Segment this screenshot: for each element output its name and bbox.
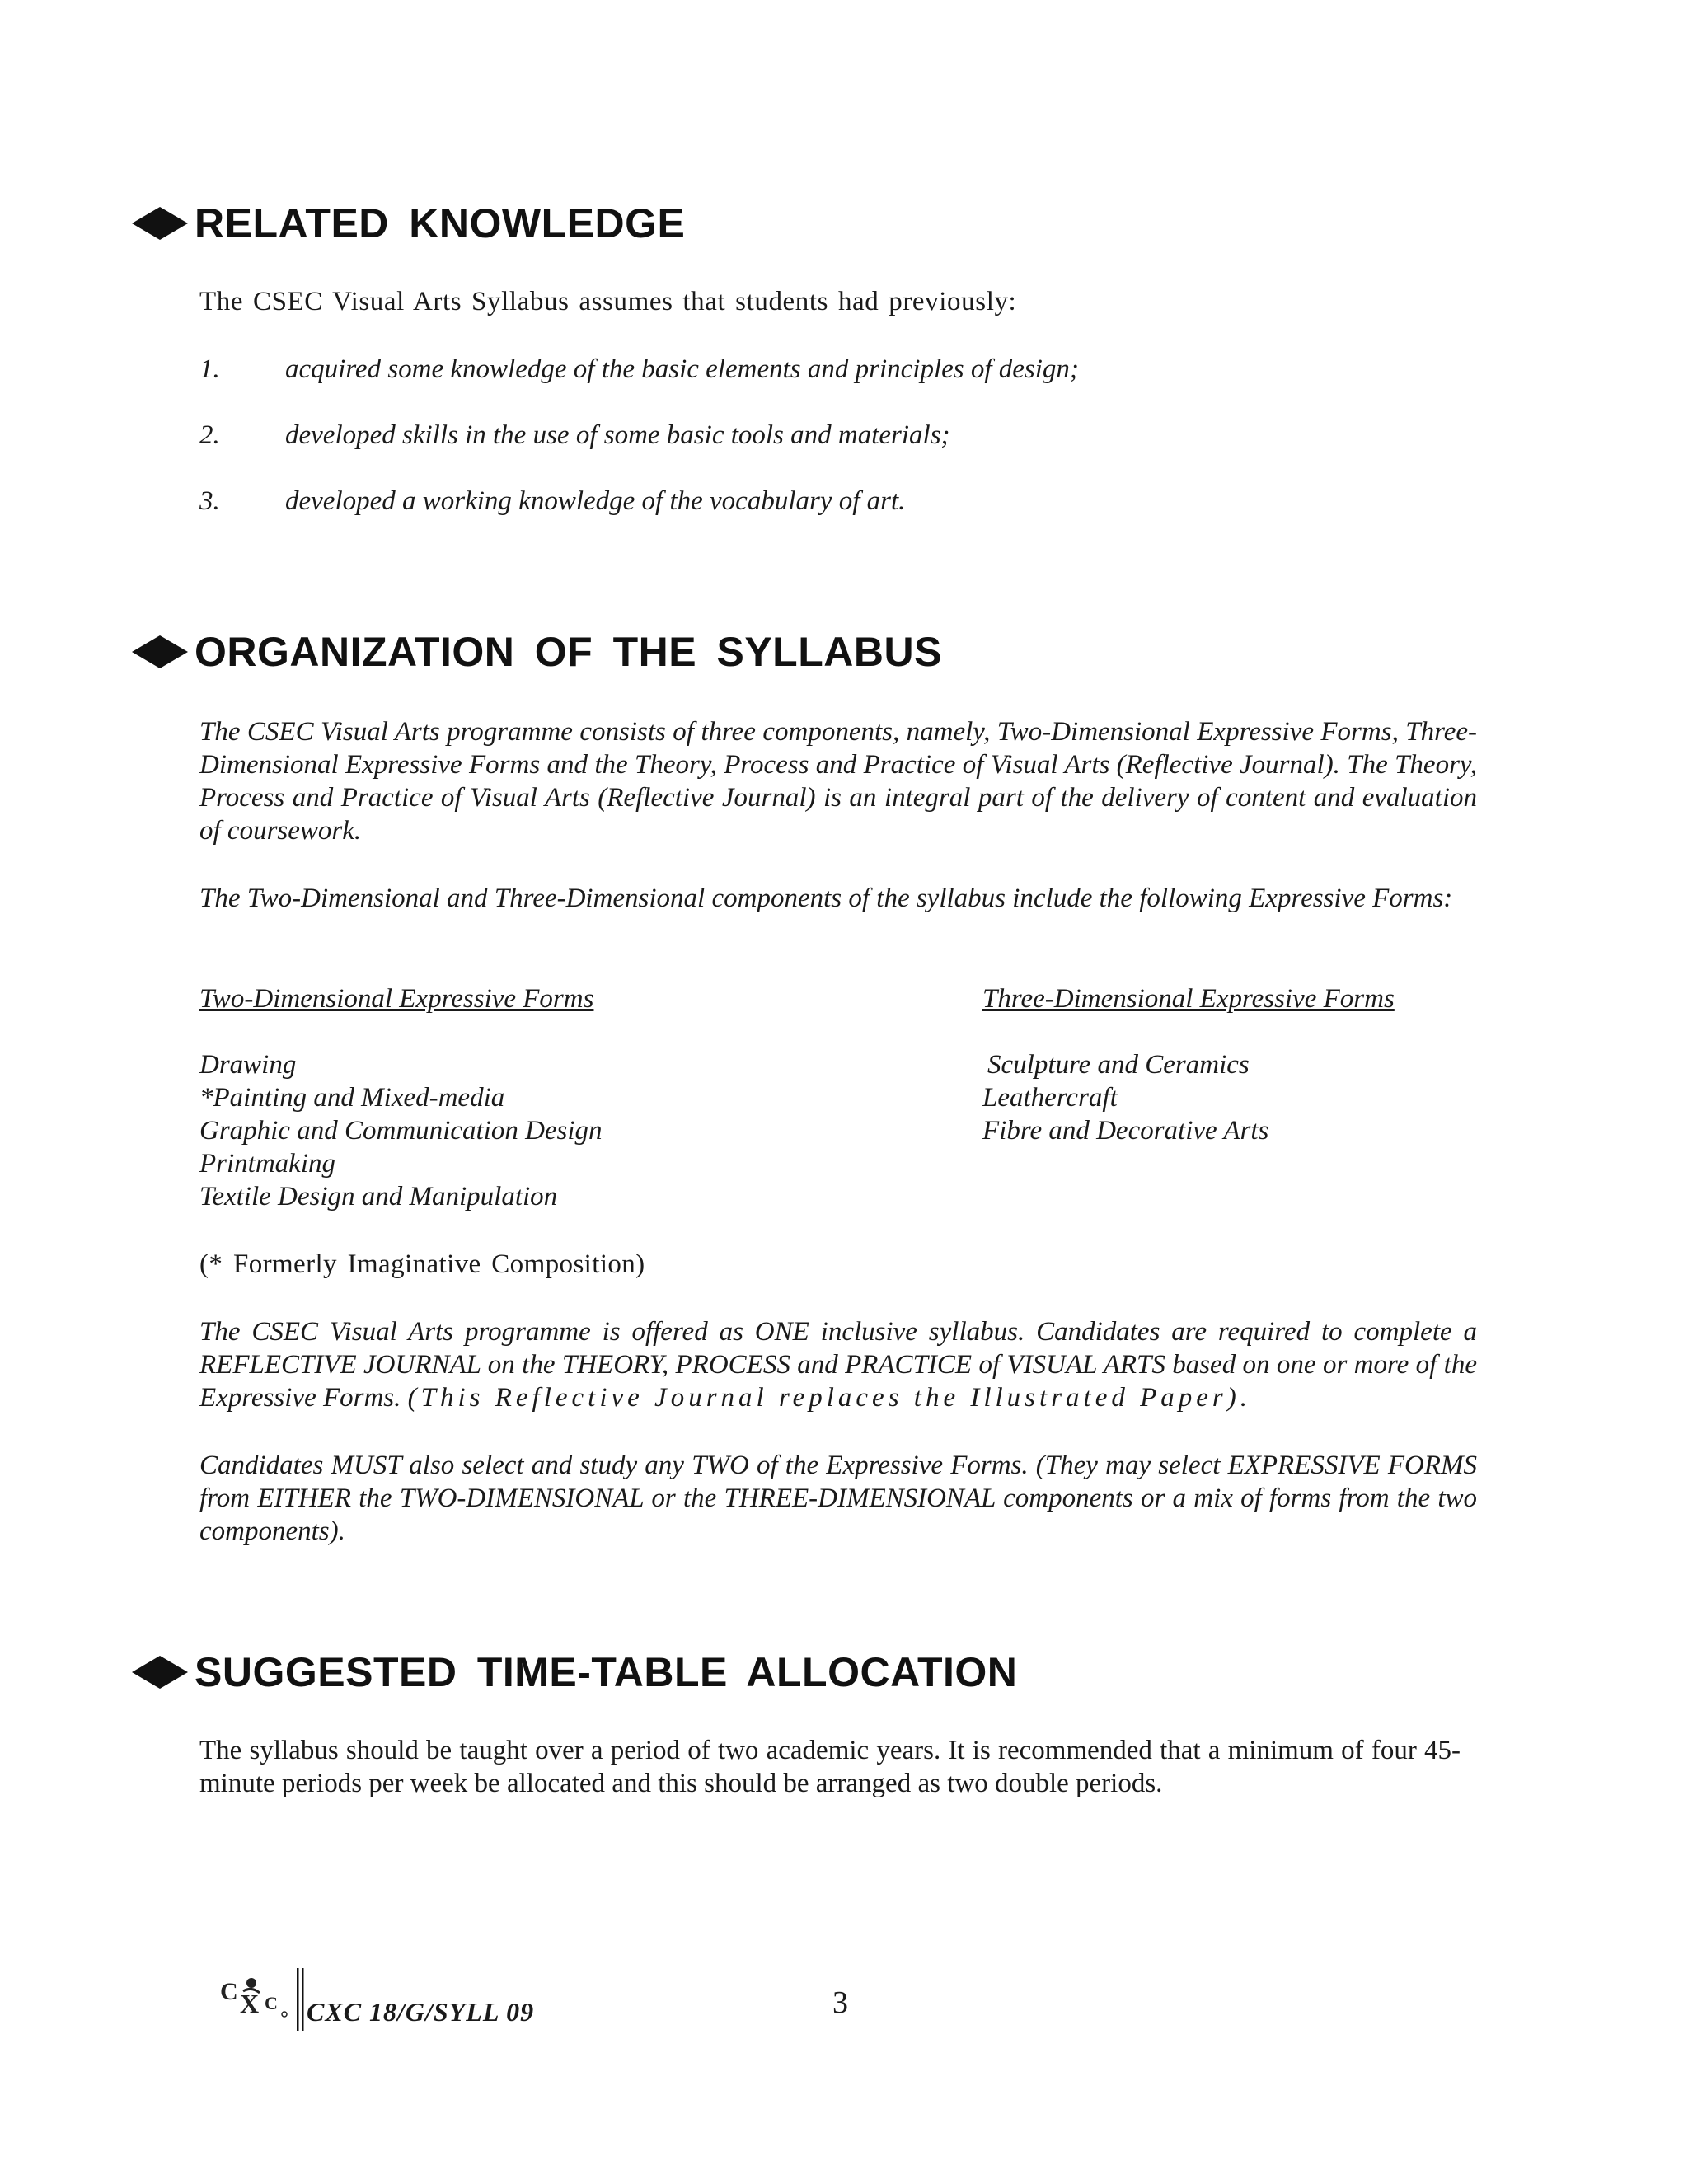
section-title: RELATED KNOWLEDGE [195, 200, 686, 246]
two-d-forms-heading: Two-Dimensional Expressive Forms [199, 984, 594, 1014]
list-text: developed skills in the use of some basic tools and materials; [285, 420, 950, 450]
list-number: 3. [199, 486, 220, 516]
diamond-bullet-icon [132, 1654, 188, 1690]
diamond-bullet-icon [132, 205, 188, 241]
footer-divider [297, 1968, 305, 2031]
list-item: *Painting and Mixed-media [199, 1083, 505, 1113]
organization-paragraph-3 [199, 1315, 1477, 1414]
document-code: CXC 18/G/SYLL 09 [307, 1997, 535, 2027]
organization-paragraph-2: The Two-Dimensional and Three-Dimensional components of the syllabus include the following Expressive Forms: [199, 883, 1453, 913]
diamond-bullet-icon [132, 634, 188, 670]
three-d-forms-list [982, 1048, 1268, 1147]
three-d-forms-heading: Three-Dimensional Expressive Forms [982, 984, 1395, 1014]
list-item: Graphic and Communication Design [199, 1116, 603, 1146]
footnote: (* Formerly Imaginative Composition) [199, 1249, 645, 1279]
list-number: 1. [199, 354, 220, 384]
list-item: Leathercraft [982, 1083, 1118, 1113]
related-knowledge-heading [132, 199, 685, 247]
list-text: developed a working knowledge of the vocabulary of art. [285, 486, 906, 516]
list-item: Printmaking [199, 1149, 335, 1179]
section-title: ORGANIZATION OF THE SYLLABUS [195, 629, 942, 675]
paragraph-text: The CSEC Visual Arts programme is offered as ONE inclusive syllabus. Candidates are required to complete a REFLECTIVE JOURNAL on the THEORY, PROCESS and PRACTICE of VISUAL ARTS based on one or more of the Expressive Forms. [199, 1317, 1477, 1413]
logo-letter-c: C [220, 1978, 238, 2005]
list-item: Drawing [199, 1050, 297, 1080]
list-text: acquired some knowledge of the basic elements and principles of design; [285, 354, 1079, 384]
logo-letter-x: X [240, 1989, 260, 2018]
list-item: Fibre and Decorative Arts [982, 1116, 1269, 1146]
timetable-paragraph: The syllabus should be taught over a period of two academic years. It is recommended that a minimum of four 45-minute periods per week be allocated and this should be arranged as two double periods. [199, 1736, 1461, 1798]
paragraph-spaced-text: (This Reflective Journal replaces the Illustrated Paper). [407, 1383, 1251, 1413]
organization-heading [132, 628, 942, 676]
organization-paragraph-1: The CSEC Visual Arts programme consists of three components, namely, Two-Dimensional Expressive Forms, Three-Dimensional Expressive Forms and the Theory, Process and Practice of Visual Arts (Reflective Journal). The Theory, Process and Practice of Visual Arts (Reflective Journal) is an integral part of the delivery of content and evaluation of coursework. [199, 717, 1477, 846]
cxc-logo-icon [218, 1971, 293, 2024]
list-item: Textile Design and Manipulation [199, 1182, 558, 1212]
section-title: SUGGESTED TIME-TABLE ALLOCATION [195, 1649, 1018, 1695]
two-d-forms-list [199, 1048, 603, 1213]
related-intro: The CSEC Visual Arts Syllabus assumes that students had previously: [199, 287, 1017, 316]
organization-paragraph-4: Candidates MUST also select and study any TWO of the Expressive Forms. (They may select EXPRESSIVE FORMS from EITHER the TWO-DIMENSIONAL or the THREE-DIMENSIONAL components or a mix of forms from the two components). [199, 1451, 1477, 1546]
timetable-heading [132, 1648, 1017, 1696]
logo-letter-c2: C [265, 1993, 278, 2013]
list-item: Sculpture and Ceramics [987, 1050, 1250, 1080]
page-number: 3 [832, 1985, 848, 2020]
list-number: 2. [199, 420, 220, 450]
